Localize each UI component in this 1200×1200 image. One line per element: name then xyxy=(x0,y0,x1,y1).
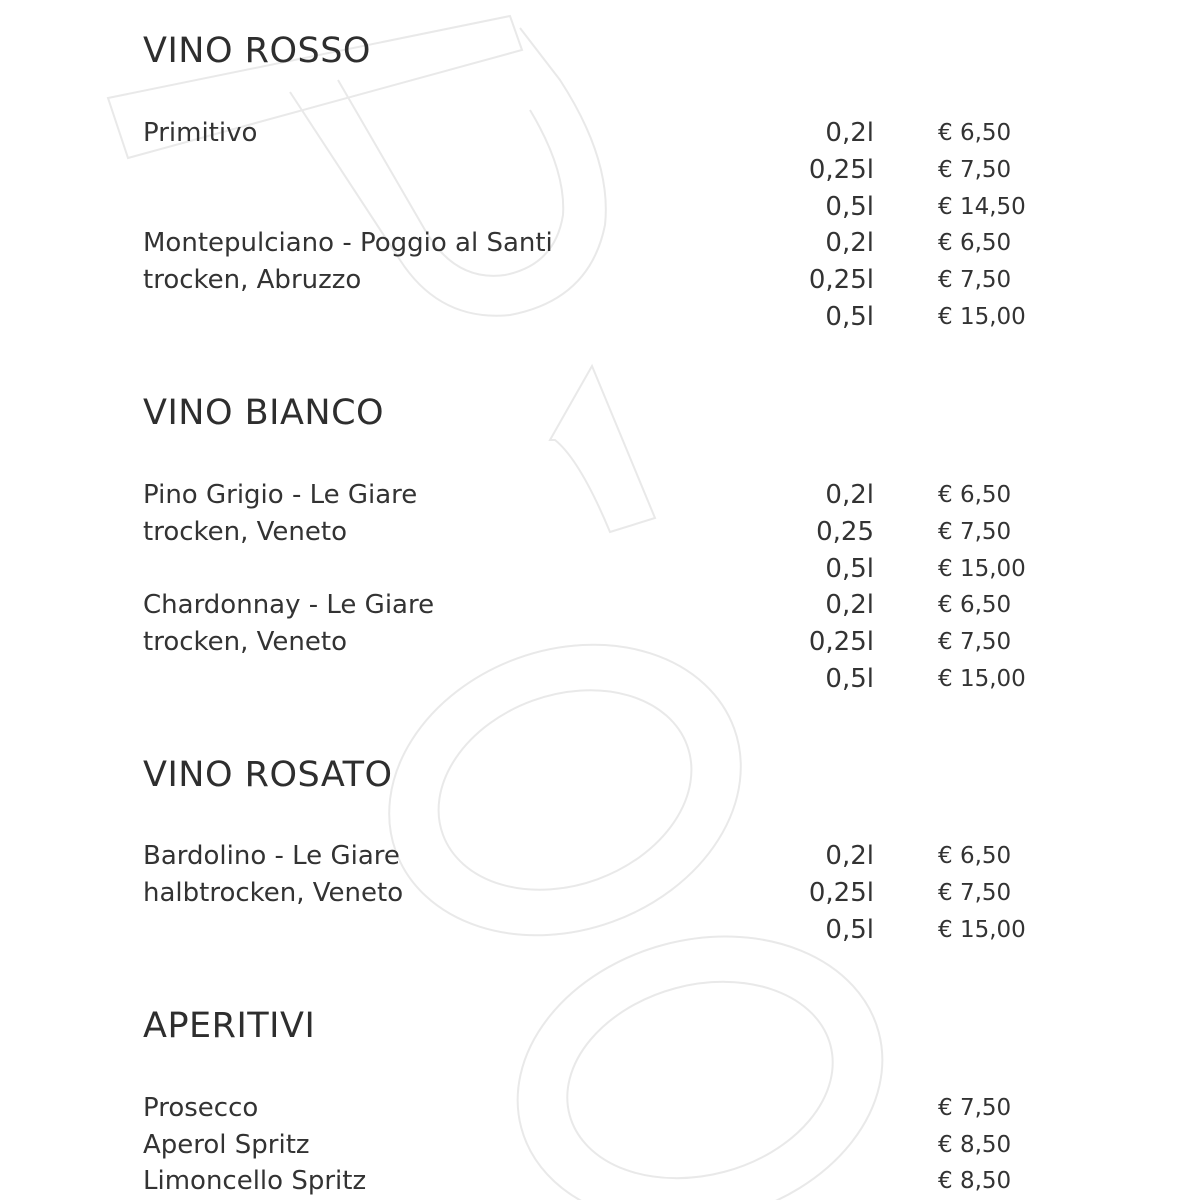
wine-volume: 0,25l xyxy=(808,265,874,295)
wine-price: € 15,00 xyxy=(938,556,1026,582)
menu-line xyxy=(0,225,1200,262)
wine-volume: 0,5l xyxy=(825,302,874,332)
wine-volume: 0,5l xyxy=(825,192,874,222)
wine-price: € 6,50 xyxy=(938,482,1012,508)
wine-volume: 0,25 xyxy=(816,517,874,547)
wine-price: € 7,50 xyxy=(938,157,1012,183)
menu-line xyxy=(0,299,1200,336)
wine-volume: 0,25l xyxy=(808,627,874,657)
menu-line xyxy=(0,838,1200,875)
drink-price: € 7,50 xyxy=(938,1095,1012,1121)
wine-volume: 0,25l xyxy=(808,155,874,185)
menu-line xyxy=(0,875,1200,912)
wine-volume: 0,2l xyxy=(825,841,874,871)
drink-name: Aperol Spritz xyxy=(143,1130,310,1160)
section-title-aperitivi: APERITIVI xyxy=(143,1006,316,1046)
menu-line xyxy=(0,912,1200,949)
menu-line xyxy=(0,624,1200,661)
wine-price: € 6,50 xyxy=(938,592,1012,618)
menu-line xyxy=(0,587,1200,624)
menu-line xyxy=(0,189,1200,226)
wine-name: Montepulciano - Poggio al Santi xyxy=(143,228,553,258)
wine-description: trocken, Abruzzo xyxy=(143,265,362,295)
wine-name: Chardonnay - Le Giare xyxy=(143,590,435,620)
wine-price: € 7,50 xyxy=(938,880,1012,906)
menu-line xyxy=(0,661,1200,698)
drink-name: Limoncello Spritz xyxy=(143,1166,367,1196)
menu-line xyxy=(0,152,1200,189)
wine-volume: 0,25l xyxy=(808,878,874,908)
drink-price: € 8,50 xyxy=(938,1132,1012,1158)
wine-volume: 0,2l xyxy=(825,118,874,148)
menu-line xyxy=(0,115,1200,152)
menu-line xyxy=(0,1127,1200,1164)
drink-price: € 8,50 xyxy=(938,1168,1012,1194)
section-title-vino-bianco: VINO BIANCO xyxy=(143,393,385,433)
menu-line xyxy=(0,1163,1200,1200)
wine-price: € 6,50 xyxy=(938,843,1012,869)
wine-price: € 15,00 xyxy=(938,304,1026,330)
section-title-vino-rosso: VINO ROSSO xyxy=(143,31,371,71)
menu-line xyxy=(0,262,1200,299)
menu-line xyxy=(0,551,1200,588)
wine-volume: 0,2l xyxy=(825,228,874,258)
menu-line xyxy=(0,477,1200,514)
wine-volume: 0,5l xyxy=(825,915,874,945)
wine-price: € 6,50 xyxy=(938,120,1012,146)
menu-line xyxy=(0,514,1200,551)
wine-price: € 7,50 xyxy=(938,519,1012,545)
section-title-vino-rosato: VINO ROSATO xyxy=(143,755,393,795)
wine-volume: 0,2l xyxy=(825,590,874,620)
wine-volume: 0,2l xyxy=(825,480,874,510)
wine-price: € 7,50 xyxy=(938,629,1012,655)
menu-line xyxy=(0,1090,1200,1127)
wine-volume: 0,5l xyxy=(825,664,874,694)
drink-name: Prosecco xyxy=(143,1093,259,1123)
wine-price: € 15,00 xyxy=(938,917,1026,943)
wine-volume: 0,5l xyxy=(825,554,874,584)
wine-description: trocken, Veneto xyxy=(143,627,347,657)
wine-price: € 14,50 xyxy=(938,194,1026,220)
wine-price: € 6,50 xyxy=(938,230,1012,256)
wine-description: halbtrocken, Veneto xyxy=(143,878,404,908)
wine-description: trocken, Veneto xyxy=(143,517,347,547)
wine-name: Pino Grigio - Le Giare xyxy=(143,480,418,510)
wine-name: Primitivo xyxy=(143,118,258,148)
wine-price: € 15,00 xyxy=(938,666,1026,692)
wine-price: € 7,50 xyxy=(938,267,1012,293)
wine-name: Bardolino - Le Giare xyxy=(143,841,400,871)
